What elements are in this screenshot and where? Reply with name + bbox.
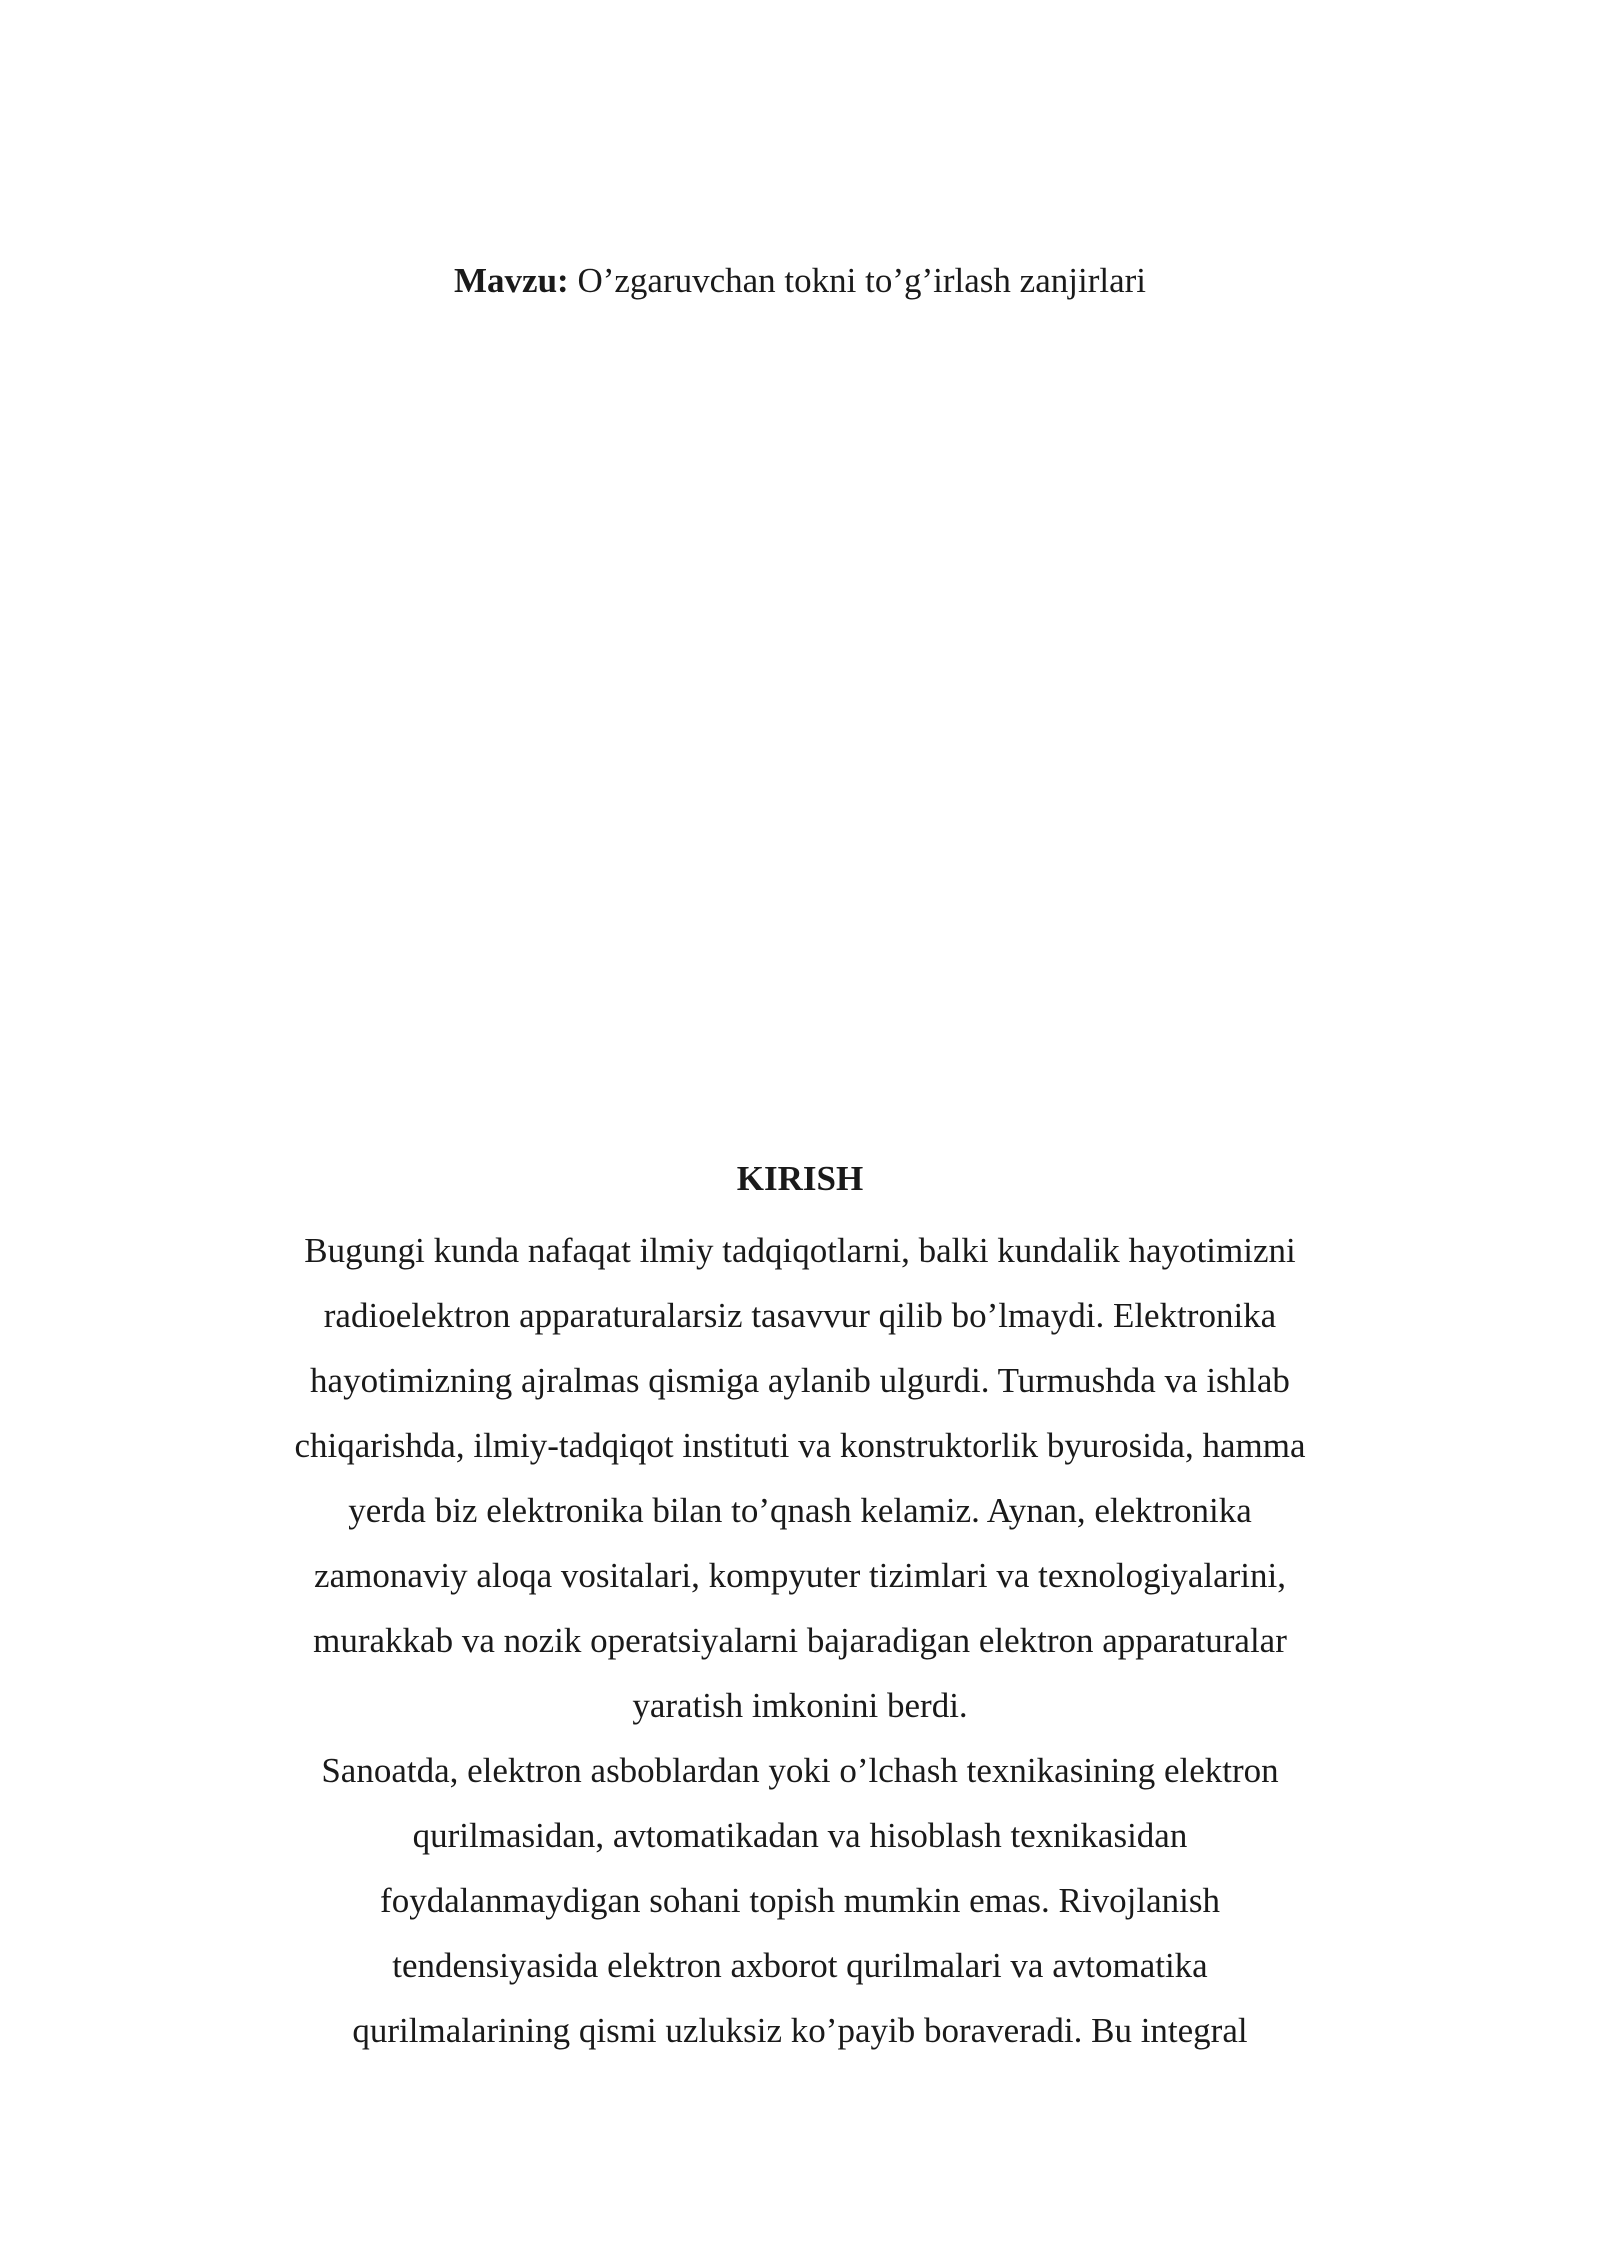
topic-label: Mavzu:: [454, 261, 569, 300]
topic-text: O’zgaruvchan tokni to’g’irlash zanjirlari: [568, 261, 1146, 300]
text-line: hayotimizning ajralmas qismiga aylanib ulgurdi. Turmushda va ishlab: [310, 1361, 1290, 1400]
text-line: yaratish imkonini berdi.: [632, 1686, 968, 1725]
paragraph-2: [230, 1738, 1370, 2063]
text-line: murakkab va nozik operatsiyalarni bajaradigan elektron apparaturalar: [313, 1621, 1287, 1660]
paragraph-1: [230, 1218, 1370, 1738]
text-line: chiqarishda, ilmiy-tadqiqot instituti va konstruktorlik byurosida, hamma: [294, 1426, 1306, 1465]
body-text: [230, 1218, 1370, 2063]
text-line: yerda biz elektronika bilan to’qnash kelamiz. Aynan, elektronika: [348, 1491, 1252, 1530]
text-line: tendensiyasida elektron axborot qurilmalari va avtomatika: [392, 1946, 1208, 1985]
text-line: radioelektron apparaturalarsiz tasavvur qilib bo’lmaydi. Elektronika: [323, 1296, 1277, 1335]
text-line: zamonaviy aloqa vositalari, kompyuter tizimlari va texnologiyalarini,: [314, 1556, 1286, 1595]
topic-line: [0, 255, 1600, 307]
section-heading: KIRISH: [736, 1159, 864, 1198]
text-line: qurilmasidan, avtomatikadan va hisoblash texnikasidan: [412, 1816, 1188, 1855]
text-line: Bugungi kunda nafaqat ilmiy tadqiqotlarni, balki kundalik hayotimizni: [304, 1231, 1296, 1270]
text-line: qurilmalarining qismi uzluksiz ko’payib boraveradi. Bu integral: [352, 2011, 1248, 2050]
text-line: Sanoatda, elektron asboblardan yoki o’lchash texnikasining elektron: [321, 1751, 1279, 1790]
text-line: foydalanmaydigan sohani topish mumkin emas. Rivojlanish: [380, 1881, 1220, 1920]
